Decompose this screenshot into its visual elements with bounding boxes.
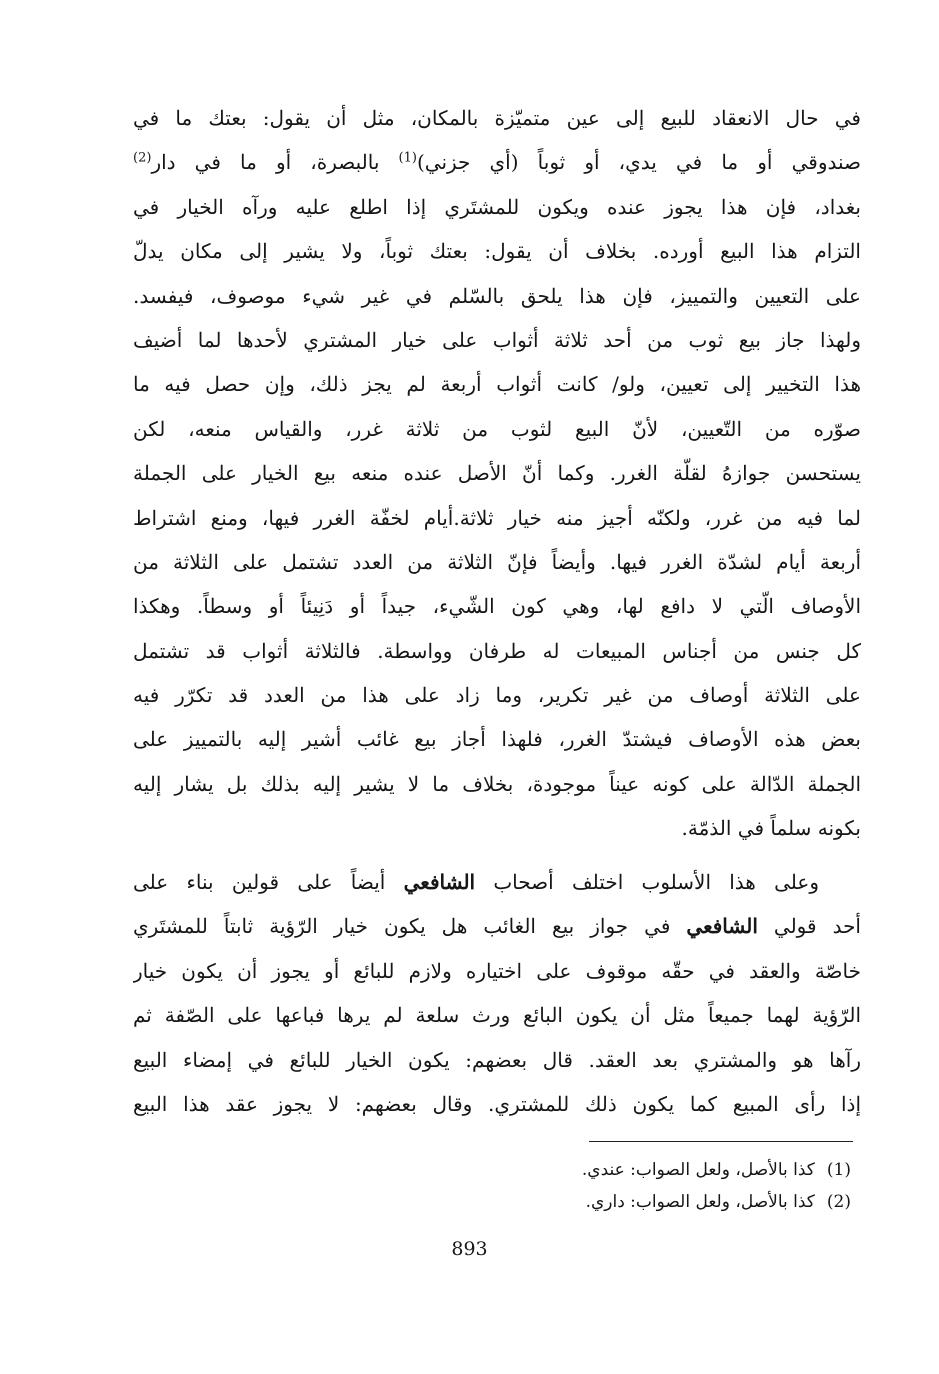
footnote-divider <box>589 1141 853 1142</box>
text-line: على الثلاثة أوصاف من غير تكرير، وما زاد على هذا من العدد قد تكرّر فيه <box>133 683 861 708</box>
text-segment: بالبصرة، أو ما في دار <box>151 150 399 175</box>
footnote-mark: (1) <box>398 150 417 166</box>
text-line: بكونه سلماً في الذمّة. <box>681 816 861 841</box>
footnote-text: كذا بالأصل، ولعل الصواب: عندي. <box>581 1160 815 1180</box>
footnote-text: كذا بالأصل، ولعل الصواب: داري. <box>585 1192 815 1212</box>
text-line <box>133 140 861 184</box>
text-line: أربعة أيام لشدّة الغرر فيها. وأيضاً فإنّ الثلاثة من العدد تشتمل على الثلاثة من <box>133 549 861 574</box>
text-line: التزام هذا البيع أورده. بخلاف أن يقول: بعتك ثوباً، ولا يشير إلى مكان يدلّ <box>133 239 861 264</box>
text-line: بعض هذه الأوصاف فيشتدّ الغرر، فلهذا أجاز بيع غائب أشير إليه بالتمييز على <box>133 727 861 752</box>
text-line: يستحسن جوازهُ لقلّة الغرر. وكما أنّ الأصل عنده منعه بيع الخيار على الجملة <box>133 461 861 486</box>
footnote-number: (2) <box>826 1192 851 1212</box>
text-segment: في جواز بيع الغائب هل يكون خيار الرّؤية ثابتاً للمشتَري <box>133 914 687 939</box>
text-line: صوّره من التّعيين، لأنّ البيع لثوب من ثلاثة غرر، والقياس منعه، لكن <box>133 416 861 441</box>
bold-name: الشافعي <box>686 914 758 939</box>
text-line: هذا التخيير إلى تعيين، ولو/ كانت أثواب أربعة لم يجز ذلك، وإن حصل فيه ما <box>133 372 861 397</box>
footnote-number: (1) <box>826 1160 851 1180</box>
text-segment: أيضاً على قولين بناء على <box>133 870 404 894</box>
text-segment: صندوقي أو ما في يدي، أو ثوباً (أي جزني) <box>416 150 861 175</box>
text-segment: أحد قولي <box>757 914 861 939</box>
footnote-mark: (2) <box>133 150 152 166</box>
text-line: الأوصاف الّتي لا دافع لها، وهي كون الشّيء، جيداً أو دَنِيئاً أو وسطاً. وهكذا <box>133 594 861 619</box>
text-line <box>133 860 861 904</box>
text-line: إذا رأى المبيع كما يكون ذلك للمشتري. وقال بعضهم: لا يجوز عقد هذا البيع <box>133 1091 861 1116</box>
text-line: بغداد، فإن هذا يجوز عنده ويكون للمشتَري إذا اطلع عليه ورآه الخيار في <box>133 194 861 219</box>
text-line: الجملة الدّالة على كونه عيناً موجودة، بخلاف ما لا يشير إليه بذلك بل يشار إليه <box>133 771 861 796</box>
footnotes <box>351 1154 851 1218</box>
text-line: الرّؤية لهما جميعاً مثل أن يكون البائع ورث سلعة لم يرها فباعها على الصّفة ثم <box>133 1003 861 1028</box>
text-line: كل جنس من أجناس المبيعات له طرفان وواسطة. فالثلاثة أثواب قد تشتمل <box>133 638 861 663</box>
page-number: 893 <box>451 1238 488 1260</box>
text-line <box>133 904 861 948</box>
footnote-item <box>351 1154 851 1186</box>
paragraph-1 <box>133 96 861 851</box>
text-line: ولهذا جاز بيع ثوب من أحد ثلاثة أثواب على خيار المشتري لأحدها لما أضيف <box>133 327 861 352</box>
text-segment: وعلى هذا الأسلوب اختلف أصحاب <box>475 870 819 894</box>
text-line: خاصّة والعقد في حقّه موقوف على اختياره ولازم للبائع أو يجوز أن يكون خيار <box>133 958 861 983</box>
text-line: في حال الانعقاد للبيع إلى عين متميّزة بالمكان، مثل أن يقول: بعتك ما في <box>133 106 861 130</box>
bold-name: الشافعي <box>403 870 476 894</box>
footnote-item <box>351 1186 851 1218</box>
text-line: على التعيين والتمييز، فإن هذا يلحق بالسّلم في غير شيء موصوف، فيفسد. <box>133 283 861 308</box>
text-line: رآها هو والمشتري بعد العقد. قال بعضهم: يكون الخيار للبائع في إمضاء البيع <box>133 1047 861 1072</box>
text-line: لما فيه من غرر، ولكنّه أجيز منه خيار ثلاثة.أيام لخفّة الغرر فيها، ومنع اشتراط <box>133 505 861 530</box>
paragraph-2 <box>133 860 861 1126</box>
